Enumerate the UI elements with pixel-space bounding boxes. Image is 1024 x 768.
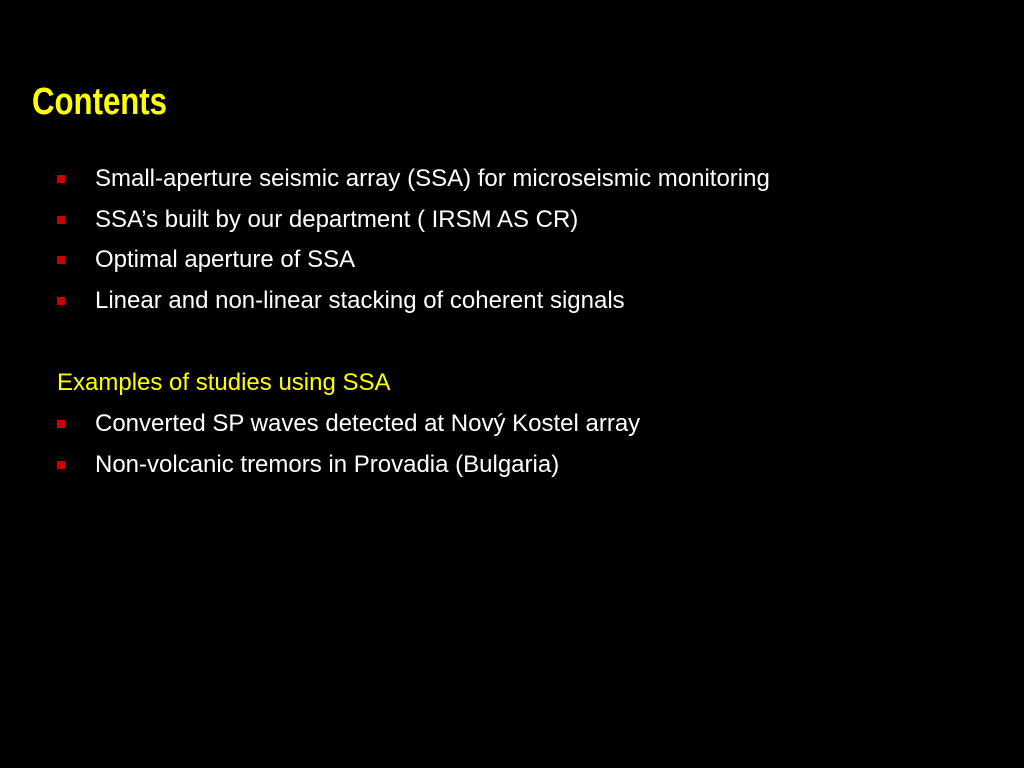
square-bullet-icon xyxy=(57,420,65,428)
list-item xyxy=(57,284,625,318)
list-item-text: Converted SP waves detected at Nový Kostel array xyxy=(95,410,641,437)
list-item xyxy=(57,203,578,237)
square-bullet-icon xyxy=(57,256,65,264)
list-item xyxy=(57,243,355,277)
slide-title: Contents xyxy=(32,81,168,123)
list-item-text: Non-volcanic tremors in Provadia (Bulgaria) xyxy=(95,451,560,478)
list-item xyxy=(57,162,770,196)
list-item-text: Linear and non-linear stacking of coherent signals xyxy=(95,287,625,314)
square-bullet-icon xyxy=(57,297,65,305)
list-item xyxy=(57,448,559,482)
square-bullet-icon xyxy=(57,175,65,183)
list-item xyxy=(57,407,640,441)
list-item-text: Small-aperture seismic array (SSA) for microseismic monitoring xyxy=(95,165,770,192)
list-item-text: Optimal aperture of SSA xyxy=(95,246,356,273)
examples-heading: Examples of studies using SSA xyxy=(57,369,391,396)
square-bullet-icon xyxy=(57,216,65,224)
list-item-text: SSA’s built by our department ( IRSM AS CR) xyxy=(95,206,579,233)
square-bullet-icon xyxy=(57,461,65,469)
